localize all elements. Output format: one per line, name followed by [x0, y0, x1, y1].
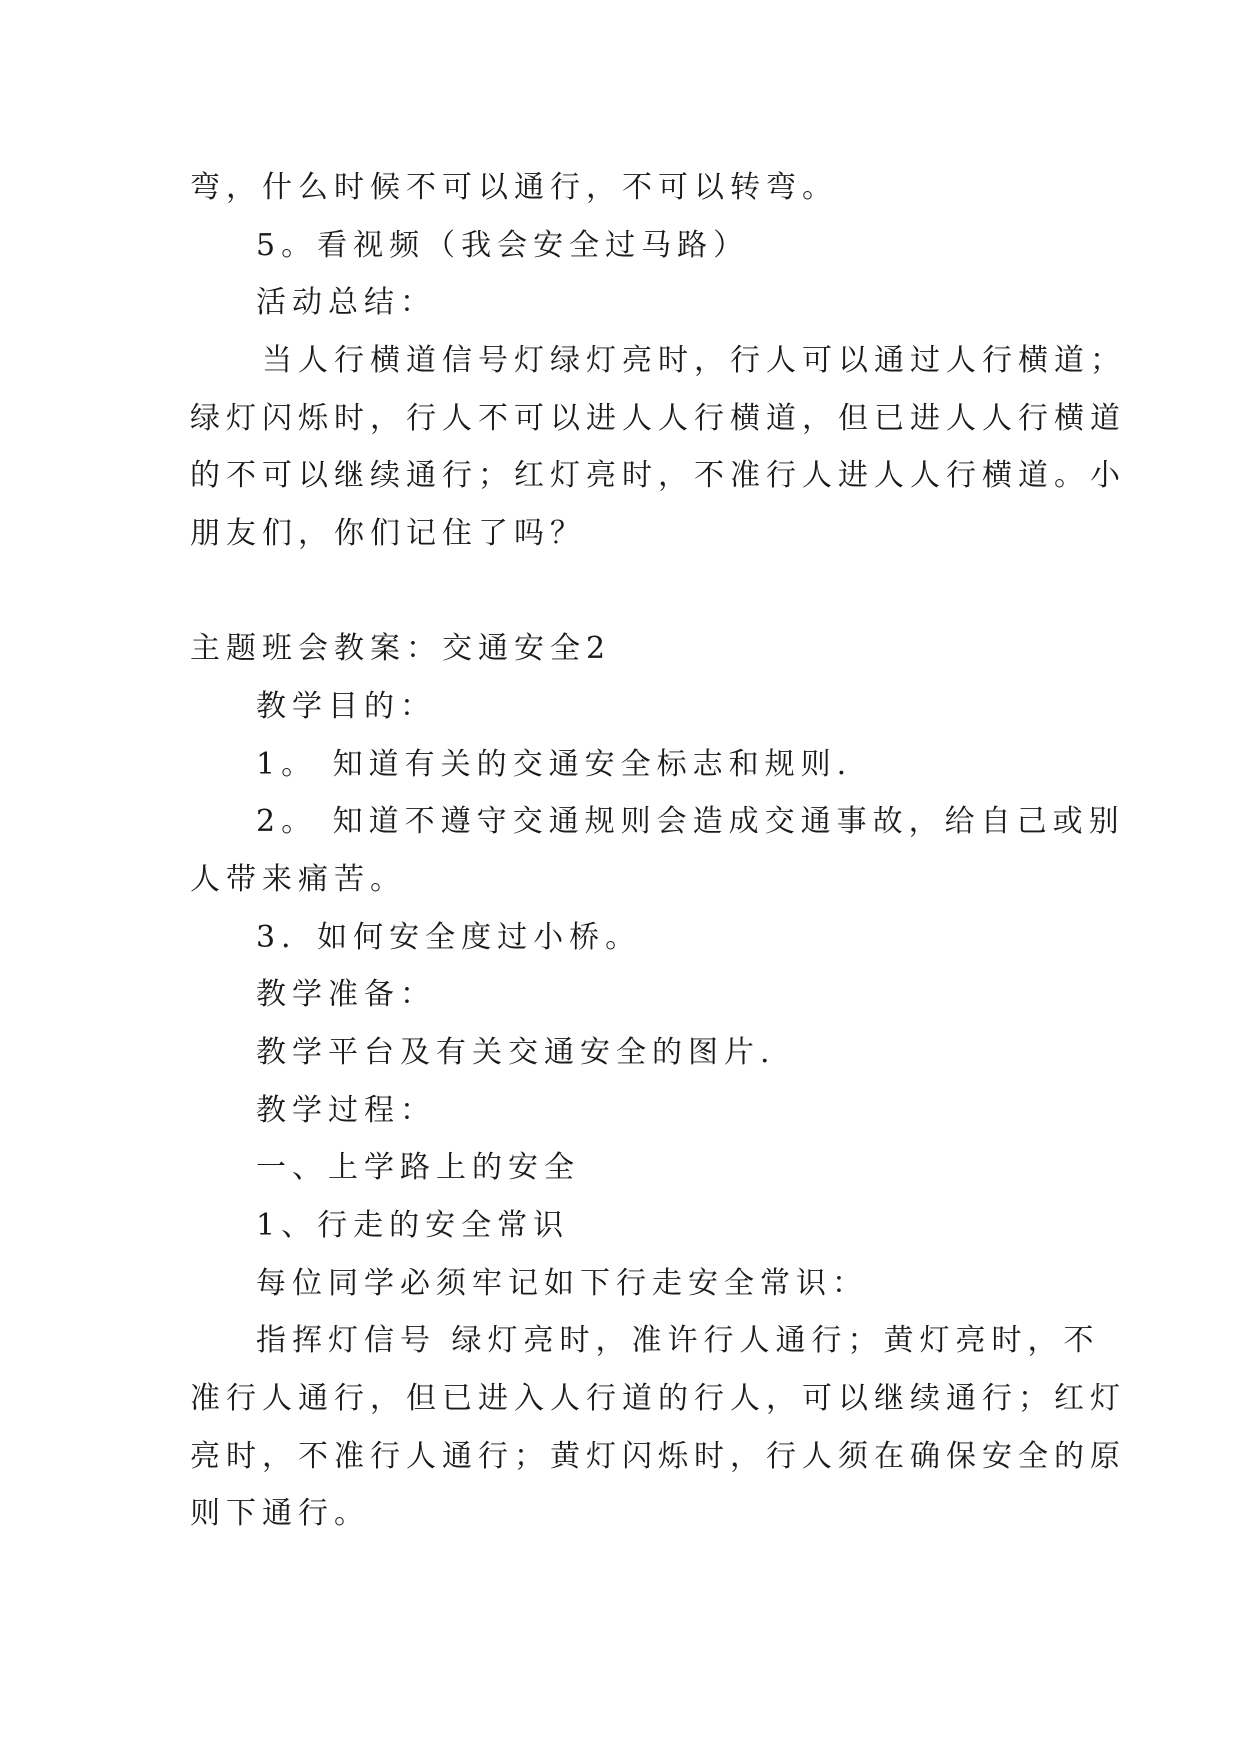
text-line: 1、行走的安全常识: [256, 1208, 570, 1243]
text-line: 教学目的：: [256, 689, 436, 724]
text-line: 准行人通行，但已进入人行道的行人，可以继续通行；红灯: [190, 1381, 1126, 1416]
text-line: 绿灯闪烁时，行人不可以进人人行横道，但已进人人行横道: [190, 401, 1126, 436]
text-line: 朋友们，你们记住了吗？: [190, 516, 586, 551]
text-line: 每位同学必须牢记如下行走安全常识：: [256, 1266, 868, 1301]
text-line: 亮时，不准行人通行；黄灯闪烁时，行人须在确保安全的原: [190, 1439, 1126, 1474]
text-line: 指挥灯信号 绿灯亮时，准许行人通行；黄灯亮时，不: [256, 1323, 1100, 1358]
text-line: 教学过程：: [256, 1093, 436, 1128]
text-line: 则下通行。: [190, 1496, 370, 1531]
text-line: 的不可以继续通行；红灯亮时，不准行人进人人行横道。小: [190, 458, 1126, 493]
text-line: 3．如何安全度过小桥。: [256, 920, 642, 955]
text-line: 2。 知道不遵守交通规则会造成交通事故，给自己或别: [256, 804, 1125, 839]
text-line: 教学平台及有关交通安全的图片.: [256, 1035, 776, 1070]
text-line: 一、上学路上的安全: [256, 1150, 580, 1185]
text-line: 活动总结：: [256, 285, 436, 320]
text-line: 5。看视频（我会安全过马路）: [256, 228, 750, 263]
text-line: 当人行横道信号灯绿灯亮时，行人可以通过人行横道；: [262, 343, 1126, 378]
text-line: 弯，什么时候不可以通行，不可以转弯。: [190, 170, 838, 205]
text-line: 人带来痛苦。: [190, 862, 406, 897]
text-line: 1。 知道有关的交通安全标志和规则.: [256, 747, 853, 782]
section-title: 主题班会教案：交通安全2: [190, 631, 612, 666]
text-line: 教学准备：: [256, 977, 436, 1012]
